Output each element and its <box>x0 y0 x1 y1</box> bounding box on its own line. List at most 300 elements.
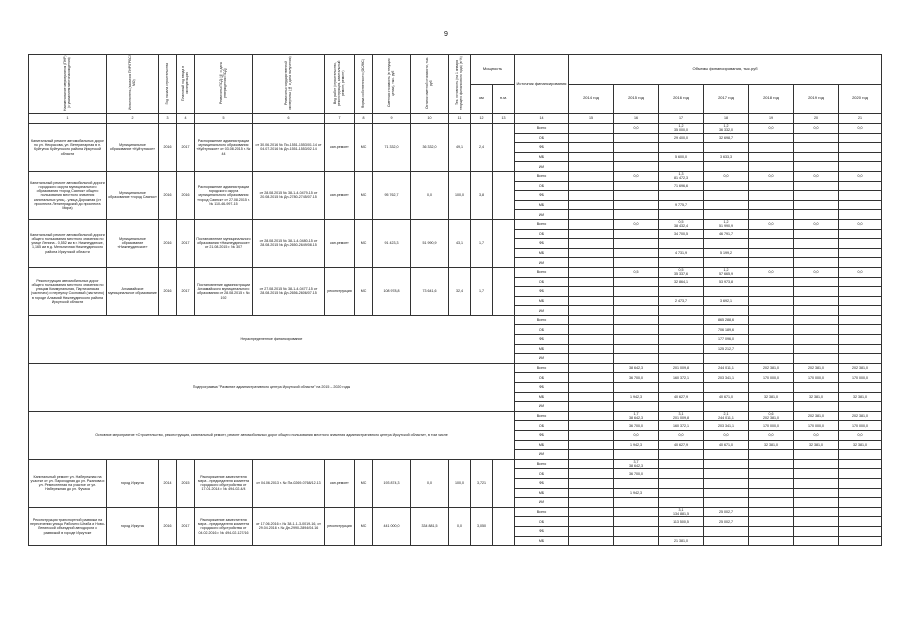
funding-value <box>839 459 882 469</box>
funding-value <box>569 258 614 268</box>
readiness-percent: 100,0 <box>449 171 471 219</box>
funding-value <box>839 239 882 249</box>
funding-value <box>749 277 794 287</box>
header-label: Год начала строительства <box>164 62 169 105</box>
funding-value <box>749 191 794 201</box>
funding-value <box>569 229 614 239</box>
amount: 202 381,0 <box>808 414 824 419</box>
column-number: 13 <box>493 114 515 124</box>
funding-value <box>659 277 704 287</box>
funding-value <box>614 181 659 191</box>
ownership: МС <box>355 459 373 507</box>
project-executor: город Иркутск <box>107 507 159 545</box>
funding-value <box>569 210 614 220</box>
amount: 202 381,0 <box>852 414 869 419</box>
funding-value <box>569 363 614 373</box>
amount: 32 381,0 <box>853 394 868 399</box>
funding-value <box>569 498 614 508</box>
funding-value <box>614 229 659 239</box>
amount: 0,0 <box>768 270 774 275</box>
funding-value <box>704 440 749 450</box>
funding-value <box>794 402 839 412</box>
funding-value <box>794 133 839 143</box>
funding-value <box>614 459 659 469</box>
funding-source: ФБ <box>515 431 569 441</box>
funding-value <box>839 421 882 431</box>
page-number: 9 <box>444 31 448 38</box>
funding-value <box>839 536 882 546</box>
funding-value <box>704 124 749 134</box>
column-number: 19 <box>749 114 794 124</box>
power-pm <box>493 459 515 507</box>
amount: 0,0 <box>633 126 639 131</box>
funding-source: МБ <box>515 248 569 258</box>
funding-value <box>794 469 839 479</box>
funding-source: ФБ <box>515 143 569 153</box>
amount: 40 627,9 <box>674 442 688 447</box>
funding-value <box>659 239 704 249</box>
funding-value <box>704 267 749 277</box>
funding-value <box>704 296 749 306</box>
estimated-cost: 108 978,8 <box>373 267 411 315</box>
amount: 0,5 <box>633 270 639 275</box>
funding-value <box>659 229 704 239</box>
funding-source: МБ <box>515 200 569 210</box>
funding-value <box>569 171 614 181</box>
funding-value <box>659 488 704 498</box>
funding-value <box>569 152 614 162</box>
work-type: кап.ремонт <box>325 219 355 267</box>
funding-value <box>704 258 749 268</box>
funding-value <box>749 363 794 373</box>
amount: 21 381,0 <box>674 538 688 543</box>
funding-value <box>749 229 794 239</box>
funding-value <box>839 431 882 441</box>
end-year: 2017 <box>177 219 195 267</box>
end-year: 2017 <box>177 507 195 545</box>
funding-value <box>749 267 794 277</box>
funding-value <box>704 402 749 412</box>
funding-value <box>794 277 839 287</box>
amount: 134 881,5 <box>673 512 689 517</box>
work-type: кап.ремонт <box>325 171 355 219</box>
amount: 865 288,6 <box>718 318 734 323</box>
funding-value <box>614 325 659 335</box>
funding-value <box>569 536 614 546</box>
funding-value <box>749 181 794 191</box>
funding-value <box>569 191 614 201</box>
funding-source: МБ <box>515 536 569 546</box>
funding-source: МБ <box>515 152 569 162</box>
amount: 160 372,1 <box>673 423 689 428</box>
funding-value <box>569 296 614 306</box>
psd-details: Постановление муниципального образования «Нижнеудинское» от 21.08.2015 г. № 307 <box>195 219 253 267</box>
funding-value <box>704 517 749 527</box>
end-year: 2017 <box>177 124 195 172</box>
funding-value <box>839 498 882 508</box>
amount: 0,0 <box>857 174 863 179</box>
funding-source: ОБ <box>515 229 569 239</box>
header-label: Исполнитель (заказчик ПНР/ГРБС/МО) <box>127 56 136 111</box>
funding-value <box>659 354 704 364</box>
power-km: 3,050 <box>471 507 493 545</box>
table-row <box>29 411 882 421</box>
amount: 0,0 <box>768 222 774 227</box>
funding-value <box>749 152 794 162</box>
funding-value <box>659 363 704 373</box>
amount: 0,0 <box>813 174 819 179</box>
funding-source: ИИ <box>515 450 569 460</box>
funding-value <box>704 478 749 488</box>
funding-value <box>614 363 659 373</box>
funding-value <box>614 258 659 268</box>
funding-value <box>749 124 794 134</box>
funding-value <box>704 459 749 469</box>
funding-value <box>614 344 659 354</box>
funding-value <box>839 143 882 153</box>
amount: 32 381,0 <box>764 394 778 399</box>
funding-value <box>569 315 614 325</box>
header-label: Форма собственности (ОС/МС) <box>360 58 365 109</box>
funding-value <box>704 133 749 143</box>
funding-source: ИИ <box>515 306 569 316</box>
funding-value <box>794 488 839 498</box>
funding-value <box>614 210 659 220</box>
expertise-details: от 28.08.2015 № 38-1-4-0480-15 от 28.08.2015 № Дп-2650-2649/08.15 <box>253 219 325 267</box>
end-year: 2016 <box>177 171 195 219</box>
funding-source: ФБ <box>515 335 569 345</box>
funding-value <box>614 450 659 460</box>
funding-value <box>614 526 659 536</box>
funding-value <box>839 478 882 488</box>
funding-value <box>839 133 882 143</box>
funding-value <box>614 162 659 172</box>
funding-value <box>659 392 704 402</box>
funding-value <box>749 373 794 383</box>
header-power: Мощность <box>471 55 515 85</box>
amount: 53 973,8 <box>719 279 733 284</box>
funding-value <box>704 306 749 316</box>
amount: 0,0 <box>768 174 774 179</box>
amount: 32 381,0 <box>809 394 823 399</box>
project-executor: Муниципальное образование «Куйтунское» <box>107 124 159 172</box>
funding-value <box>569 335 614 345</box>
funding-value <box>839 191 882 201</box>
funding-value <box>614 498 659 508</box>
funding-value <box>704 373 749 383</box>
power-pm <box>493 507 515 545</box>
funding-value <box>794 143 839 153</box>
funding-value <box>749 325 794 335</box>
funding-value <box>839 450 882 460</box>
funding-value <box>659 383 704 393</box>
funding-value <box>794 526 839 536</box>
remaining-cost: 51 990,9 <box>411 219 449 267</box>
funding-value <box>569 507 614 517</box>
work-type: кап.ремонт <box>325 459 355 507</box>
amount: 706 189,6 <box>718 327 734 332</box>
funding-source: ИИ <box>515 210 569 220</box>
funding-value <box>614 306 659 316</box>
funding-value <box>794 191 839 201</box>
amount: 202 381,0 <box>763 366 779 371</box>
readiness-percent: 43,1 <box>449 219 471 267</box>
funding-value <box>749 258 794 268</box>
funding-value <box>749 219 794 229</box>
funding-source: МБ <box>515 488 569 498</box>
funding-value <box>749 459 794 469</box>
funding-value <box>839 402 882 412</box>
funding-source: ОБ <box>515 469 569 479</box>
funding-value <box>659 258 704 268</box>
amount: 81 472,3 <box>674 176 688 181</box>
funding-value <box>614 392 659 402</box>
funding-value <box>659 344 704 354</box>
header-cell <box>325 55 355 114</box>
amount: 38 642,3 <box>629 366 643 371</box>
funding-value <box>704 450 749 460</box>
funding-value <box>614 517 659 527</box>
funding-value <box>749 383 794 393</box>
expertise-details: от 04.06.2013 г. № Пи-0269-0768/12.13 <box>253 459 325 507</box>
funding-source: ОБ <box>515 181 569 191</box>
funding-value <box>794 335 839 345</box>
funding-value <box>749 354 794 364</box>
project-name: Капитальный ремонт автомобильных дорог по ул. Некрасова, ул. Ветеринарная в п. Куйтунок Куйтунского района Иркутской области <box>29 124 107 172</box>
funding-value <box>794 344 839 354</box>
amount: 57 665,9 <box>719 272 733 277</box>
funding-value <box>704 248 749 258</box>
header-cell <box>355 55 373 114</box>
funding-value <box>569 287 614 297</box>
funding-value <box>839 124 882 134</box>
work-type: реконструкция <box>325 267 355 315</box>
funding-value <box>659 459 704 469</box>
funding-value <box>839 325 882 335</box>
length-km: 0,5 <box>678 220 684 225</box>
start-year: 2016 <box>159 507 177 545</box>
funding-value <box>839 507 882 517</box>
funding-value <box>704 171 749 181</box>
amount: 38 432,4 <box>674 224 688 229</box>
power-pm <box>493 267 515 315</box>
amount: 38 642,3 <box>629 416 643 421</box>
ownership: МС <box>355 124 373 172</box>
funding-value <box>749 392 794 402</box>
column-number: 21 <box>839 114 882 124</box>
funding-value <box>569 459 614 469</box>
funding-value <box>614 421 659 431</box>
column-number: 2 <box>107 114 159 124</box>
funding-value <box>704 239 749 249</box>
funding-value <box>659 517 704 527</box>
amount: 1 942,3 <box>630 394 642 399</box>
funding-value <box>614 277 659 287</box>
funding-value <box>839 335 882 345</box>
funding-value <box>749 478 794 488</box>
column-number: 16 <box>614 114 659 124</box>
funding-value <box>839 258 882 268</box>
funding-value <box>659 124 704 134</box>
funding-value <box>839 219 882 229</box>
amount: 0,0 <box>857 270 863 275</box>
funding-value <box>794 373 839 383</box>
funding-value <box>659 411 704 421</box>
funding-value <box>839 152 882 162</box>
estimated-cost: 71 332,0 <box>373 124 411 172</box>
readiness-percent: 100,0 <box>449 459 471 507</box>
work-type: кап.ремонт <box>325 124 355 172</box>
amount: 3 692,1 <box>720 298 732 303</box>
header-year: 2017 год <box>704 84 749 114</box>
header-year: 2015 год <box>614 84 659 114</box>
funding-value <box>659 421 704 431</box>
amount: 170 000,0 <box>852 423 869 428</box>
funding-source: ИИ <box>515 354 569 364</box>
funding-value <box>749 402 794 412</box>
funding-value <box>794 363 839 373</box>
amount: 71 696,6 <box>674 183 688 188</box>
funding-value <box>659 248 704 258</box>
funding-value <box>839 392 882 402</box>
header-cell <box>177 55 195 114</box>
funding-value <box>704 344 749 354</box>
funding-value <box>794 219 839 229</box>
power-km: 1,7 <box>471 219 493 267</box>
column-number: 9 <box>373 114 411 124</box>
funding-value <box>749 239 794 249</box>
ownership: МС <box>355 267 373 315</box>
power-km: 2,4 <box>471 124 493 172</box>
funding-source: Всего <box>515 219 569 229</box>
funding-value <box>659 469 704 479</box>
amount: 5 199,2 <box>720 250 732 255</box>
length-km: 1,2 <box>723 268 729 273</box>
funding-source: Всего <box>515 124 569 134</box>
funding-value <box>569 450 614 460</box>
funding-value <box>614 287 659 297</box>
header-cell <box>107 55 159 114</box>
funding-value <box>794 171 839 181</box>
funding-value <box>749 162 794 172</box>
amount: 125 212,7 <box>718 346 734 351</box>
header-label: Сметная стоимость (в текущих ценах), тыс. руб <box>386 59 395 108</box>
funding-value <box>569 181 614 191</box>
funding-value <box>749 517 794 527</box>
funding-value <box>659 507 704 517</box>
column-number: 3 <box>159 114 177 124</box>
amount: 5 600,0 <box>675 155 687 160</box>
amount: 0,0 <box>813 270 819 275</box>
length-km: 1,7 <box>633 411 639 416</box>
funding-value <box>569 219 614 229</box>
amount: 0,0 <box>857 433 863 438</box>
amount: 201 009,8 <box>673 416 689 421</box>
header-cell <box>449 55 471 114</box>
funding-value <box>704 200 749 210</box>
amount: 2 473,7 <box>675 298 687 303</box>
table-row <box>29 315 882 325</box>
length-km: 1,2 <box>723 124 729 129</box>
funding-value <box>614 383 659 393</box>
funding-source: МБ <box>515 344 569 354</box>
funding-value <box>569 517 614 527</box>
funding-value <box>659 431 704 441</box>
amount: 25 002,7 <box>719 519 733 524</box>
column-number: 18 <box>704 114 749 124</box>
funding-value <box>704 152 749 162</box>
funding-value <box>749 287 794 297</box>
estimated-cost: 193 874,3 <box>373 459 411 507</box>
amount: 0,0 <box>768 126 774 131</box>
funding-value <box>659 373 704 383</box>
funding-value <box>569 478 614 488</box>
readiness-percent: 32,4 <box>449 267 471 315</box>
funding-value <box>794 296 839 306</box>
funding-source: ОБ <box>515 517 569 527</box>
psd-details: Распоряжение администрации муниципального образования «Куйтунское» от 03.08.2015 г. № 44 <box>195 124 253 172</box>
funding-value <box>839 267 882 277</box>
power-pm <box>493 219 515 267</box>
funding-value <box>659 296 704 306</box>
header-label: Остаток сметной стоимости, тыс. руб <box>424 57 433 110</box>
amount: 32 381,0 <box>809 442 823 447</box>
funding-value <box>794 421 839 431</box>
funding-value <box>794 517 839 527</box>
funding-value <box>704 392 749 402</box>
funding-value <box>704 315 749 325</box>
funding-value <box>704 536 749 546</box>
funding-value <box>749 200 794 210</box>
funding-value <box>749 440 794 450</box>
funding-source: Всего <box>515 363 569 373</box>
start-year: 2016 <box>159 267 177 315</box>
funding-source: ФБ <box>515 239 569 249</box>
start-year: 2016 <box>159 219 177 267</box>
funding-source: Всего <box>515 171 569 181</box>
amount: 9 775,7 <box>675 202 687 207</box>
funding-value <box>614 440 659 450</box>
funding-value <box>614 124 659 134</box>
table-row <box>29 219 882 229</box>
funding-value <box>794 248 839 258</box>
funding-value <box>704 383 749 393</box>
project-executor: Муниципальное образование «город Саянск» <box>107 171 159 219</box>
funding-value <box>659 526 704 536</box>
amount: 203 341,1 <box>718 423 734 428</box>
funding-value <box>794 392 839 402</box>
expertise-details: от 27.08.2015 № 38-1-4-0477-15 от 28.08.2015 № Дп-2656-2606/07.15 <box>253 267 325 315</box>
power-km: 1,7 <box>471 267 493 315</box>
funding-value <box>569 277 614 287</box>
project-name: Реконструкция автомобильных дорог общего пользования местного значения по улицам Коммунальная, Партизанская (частично) и переулку Сосновый (частично) в городе Алзамай Нижнеудинского района Иркутской области <box>29 267 107 315</box>
funding-value <box>839 488 882 498</box>
project-executor: Алзамайское муниципальное образование <box>107 267 159 315</box>
funding-value <box>659 498 704 508</box>
column-number: 14 <box>515 114 569 124</box>
amount: 202 381,0 <box>852 366 869 371</box>
power-pm <box>493 171 515 219</box>
funding-value <box>794 354 839 364</box>
funding-value <box>749 296 794 306</box>
column-number: 11 <box>449 114 471 124</box>
funding-value <box>659 219 704 229</box>
amount: 32 381,0 <box>764 442 778 447</box>
funding-value <box>614 354 659 364</box>
amount: 29 400,0 <box>674 135 688 140</box>
funding-value <box>794 325 839 335</box>
ownership: МС <box>355 507 373 545</box>
